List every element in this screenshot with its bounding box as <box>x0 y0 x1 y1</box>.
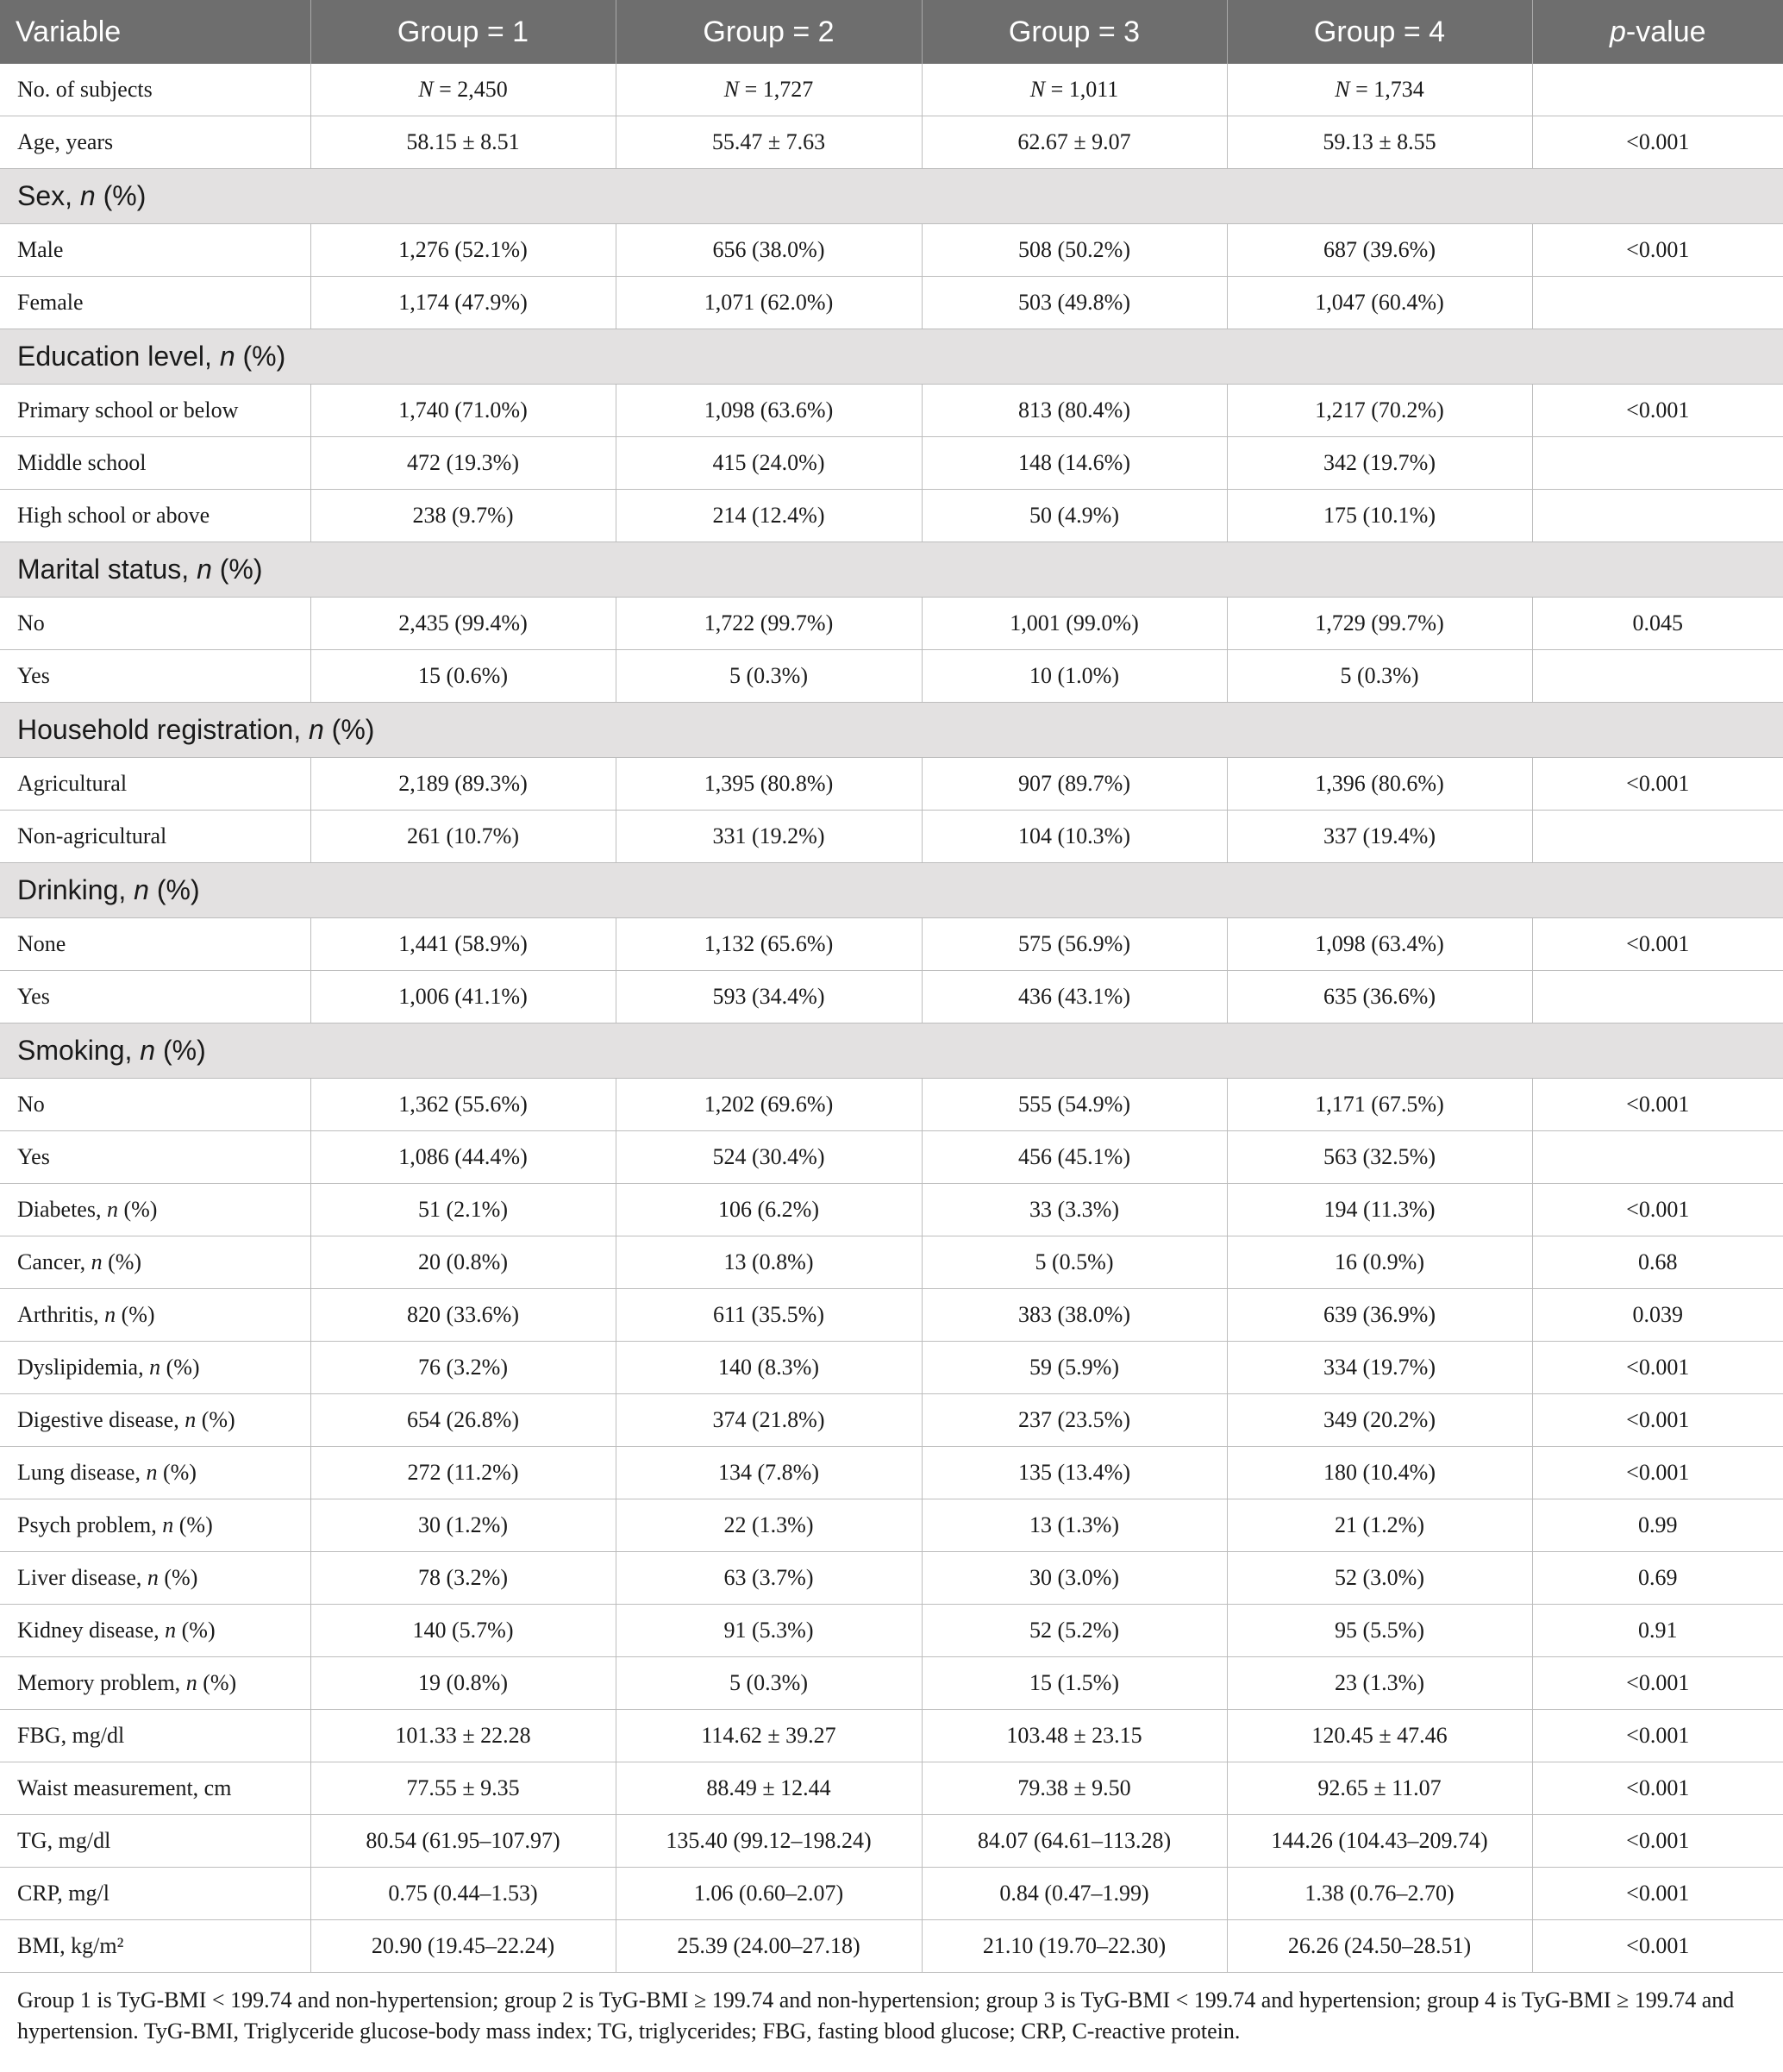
table-row <box>0 1552 1783 1605</box>
group-1-value: 1,086 (44.4%) <box>310 1131 616 1184</box>
p-value-cell <box>1532 437 1783 490</box>
p-value-cell: <0.001 <box>1532 1447 1783 1499</box>
p-value-cell: <0.001 <box>1532 116 1783 169</box>
group-3-value: 237 (23.5%) <box>922 1394 1227 1447</box>
row-label: Non-agricultural <box>0 811 310 863</box>
group-3-value: 456 (45.1%) <box>922 1131 1227 1184</box>
group-4-value: 1,098 (63.4%) <box>1227 918 1532 971</box>
group-2-value: 5 (0.3%) <box>616 650 922 703</box>
table-row <box>0 1710 1783 1762</box>
group-4-value: N = 1,734 <box>1227 64 1532 116</box>
group-2-value: 1,202 (69.6%) <box>616 1079 922 1131</box>
table-row <box>0 1447 1783 1499</box>
group-4-value: 144.26 (104.43–209.74) <box>1227 1815 1532 1868</box>
p-value-cell <box>1532 64 1783 116</box>
header-variable: Variable <box>0 0 310 64</box>
table-row <box>0 971 1783 1023</box>
section-label: Education level, n (%) <box>0 329 1783 385</box>
group-1-value: N = 2,450 <box>310 64 616 116</box>
section-label: Household registration, n (%) <box>0 703 1783 758</box>
row-label: Waist measurement, cm <box>0 1762 310 1815</box>
row-label: CRP, mg/l <box>0 1868 310 1920</box>
p-value-cell <box>1532 1131 1783 1184</box>
group-3-value: 15 (1.5%) <box>922 1657 1227 1710</box>
group-4-value: 95 (5.5%) <box>1227 1605 1532 1657</box>
group-1-value: 51 (2.1%) <box>310 1184 616 1236</box>
group-2-value: 88.49 ± 12.44 <box>616 1762 922 1815</box>
group-4-value: 1,047 (60.4%) <box>1227 277 1532 329</box>
group-3-value: N = 1,011 <box>922 64 1227 116</box>
group-1-value: 238 (9.7%) <box>310 490 616 542</box>
table-row <box>0 1342 1783 1394</box>
group-2-value: 114.62 ± 39.27 <box>616 1710 922 1762</box>
row-label: BMI, kg/m² <box>0 1920 310 1973</box>
group-1-value: 58.15 ± 8.51 <box>310 116 616 169</box>
row-label: Middle school <box>0 437 310 490</box>
group-4-value: 59.13 ± 8.55 <box>1227 116 1532 169</box>
table-body <box>0 64 1783 1973</box>
group-3-value: 59 (5.9%) <box>922 1342 1227 1394</box>
section-header-row <box>0 542 1783 598</box>
p-value-cell: <0.001 <box>1532 1657 1783 1710</box>
row-label: No <box>0 598 310 650</box>
group-1-value: 272 (11.2%) <box>310 1447 616 1499</box>
row-label: High school or above <box>0 490 310 542</box>
group-2-value: 22 (1.3%) <box>616 1499 922 1552</box>
group-4-value: 92.65 ± 11.07 <box>1227 1762 1532 1815</box>
row-label: No. of subjects <box>0 64 310 116</box>
group-3-value: 383 (38.0%) <box>922 1289 1227 1342</box>
group-2-value: 1,395 (80.8%) <box>616 758 922 811</box>
table-row <box>0 1815 1783 1868</box>
table-row <box>0 385 1783 437</box>
section-header-row <box>0 703 1783 758</box>
header-group-4: Group = 4 <box>1227 0 1532 64</box>
section-header-row <box>0 329 1783 385</box>
row-label: Digestive disease, n (%) <box>0 1394 310 1447</box>
p-value-cell: <0.001 <box>1532 758 1783 811</box>
group-2-value: 1,071 (62.0%) <box>616 277 922 329</box>
group-4-value: 342 (19.7%) <box>1227 437 1532 490</box>
group-1-value: 1,006 (41.1%) <box>310 971 616 1023</box>
row-label: Arthritis, n (%) <box>0 1289 310 1342</box>
table-row <box>0 1236 1783 1289</box>
table-row <box>0 1920 1783 1973</box>
p-value-cell <box>1532 490 1783 542</box>
group-1-value: 20.90 (19.45–22.24) <box>310 1920 616 1973</box>
p-value-cell: <0.001 <box>1532 224 1783 277</box>
row-label: Psych problem, n (%) <box>0 1499 310 1552</box>
table-row <box>0 1131 1783 1184</box>
group-4-value: 1,171 (67.5%) <box>1227 1079 1532 1131</box>
row-label: TG, mg/dl <box>0 1815 310 1868</box>
table-row <box>0 490 1783 542</box>
table-row <box>0 758 1783 811</box>
group-1-value: 140 (5.7%) <box>310 1605 616 1657</box>
group-2-value: 91 (5.3%) <box>616 1605 922 1657</box>
group-2-value: 13 (0.8%) <box>616 1236 922 1289</box>
group-3-value: 907 (89.7%) <box>922 758 1227 811</box>
p-value-cell: 0.69 <box>1532 1552 1783 1605</box>
row-label: None <box>0 918 310 971</box>
section-label: Sex, n (%) <box>0 169 1783 224</box>
group-2-value: 5 (0.3%) <box>616 1657 922 1710</box>
row-label: Dyslipidemia, n (%) <box>0 1342 310 1394</box>
group-4-value: 1,217 (70.2%) <box>1227 385 1532 437</box>
group-3-value: 436 (43.1%) <box>922 971 1227 1023</box>
row-label: Liver disease, n (%) <box>0 1552 310 1605</box>
row-label: Male <box>0 224 310 277</box>
group-2-value: 140 (8.3%) <box>616 1342 922 1394</box>
group-4-value: 563 (32.5%) <box>1227 1131 1532 1184</box>
table-row <box>0 1184 1783 1236</box>
row-label: Lung disease, n (%) <box>0 1447 310 1499</box>
group-1-value: 1,740 (71.0%) <box>310 385 616 437</box>
p-value-cell <box>1532 971 1783 1023</box>
group-1-value: 15 (0.6%) <box>310 650 616 703</box>
group-1-value: 1,174 (47.9%) <box>310 277 616 329</box>
table-row <box>0 1499 1783 1552</box>
group-3-value: 33 (3.3%) <box>922 1184 1227 1236</box>
p-value-cell: <0.001 <box>1532 1079 1783 1131</box>
table-row <box>0 1605 1783 1657</box>
group-2-value: 106 (6.2%) <box>616 1184 922 1236</box>
p-value-cell: <0.001 <box>1532 1394 1783 1447</box>
row-label: Memory problem, n (%) <box>0 1657 310 1710</box>
group-1-value: 820 (33.6%) <box>310 1289 616 1342</box>
p-value-cell: <0.001 <box>1532 1762 1783 1815</box>
group-1-value: 261 (10.7%) <box>310 811 616 863</box>
row-label: Yes <box>0 971 310 1023</box>
group-2-value: 63 (3.7%) <box>616 1552 922 1605</box>
group-3-value: 62.67 ± 9.07 <box>922 116 1227 169</box>
table-row <box>0 277 1783 329</box>
p-value-cell: <0.001 <box>1532 1184 1783 1236</box>
group-1-value: 30 (1.2%) <box>310 1499 616 1552</box>
p-value-cell: <0.001 <box>1532 1815 1783 1868</box>
group-1-value: 654 (26.8%) <box>310 1394 616 1447</box>
group-1-value: 2,435 (99.4%) <box>310 598 616 650</box>
header-group-3: Group = 3 <box>922 0 1227 64</box>
group-4-value: 21 (1.2%) <box>1227 1499 1532 1552</box>
group-4-value: 5 (0.3%) <box>1227 650 1532 703</box>
group-1-value: 101.33 ± 22.28 <box>310 1710 616 1762</box>
group-2-value: 331 (19.2%) <box>616 811 922 863</box>
group-3-value: 508 (50.2%) <box>922 224 1227 277</box>
group-3-value: 555 (54.9%) <box>922 1079 1227 1131</box>
group-1-value: 2,189 (89.3%) <box>310 758 616 811</box>
header-group-2: Group = 2 <box>616 0 922 64</box>
group-3-value: 503 (49.8%) <box>922 277 1227 329</box>
row-label: Diabetes, n (%) <box>0 1184 310 1236</box>
row-label: No <box>0 1079 310 1131</box>
group-4-value: 1,729 (99.7%) <box>1227 598 1532 650</box>
p-value-cell <box>1532 811 1783 863</box>
p-value-cell: 0.039 <box>1532 1289 1783 1342</box>
group-2-value: 1,132 (65.6%) <box>616 918 922 971</box>
group-3-value: 103.48 ± 23.15 <box>922 1710 1227 1762</box>
group-1-value: 80.54 (61.95–107.97) <box>310 1815 616 1868</box>
section-header-row <box>0 169 1783 224</box>
group-3-value: 5 (0.5%) <box>922 1236 1227 1289</box>
p-value-cell: <0.001 <box>1532 385 1783 437</box>
group-3-value: 575 (56.9%) <box>922 918 1227 971</box>
group-4-value: 334 (19.7%) <box>1227 1342 1532 1394</box>
p-value-cell <box>1532 277 1783 329</box>
group-2-value: 1.06 (0.60–2.07) <box>616 1868 922 1920</box>
group-1-value: 1,362 (55.6%) <box>310 1079 616 1131</box>
group-3-value: 21.10 (19.70–22.30) <box>922 1920 1227 1973</box>
row-label: Kidney disease, n (%) <box>0 1605 310 1657</box>
section-label: Smoking, n (%) <box>0 1023 1783 1079</box>
p-value-cell: <0.001 <box>1532 1710 1783 1762</box>
table-row <box>0 811 1783 863</box>
table-row <box>0 224 1783 277</box>
group-3-value: 13 (1.3%) <box>922 1499 1227 1552</box>
group-4-value: 26.26 (24.50–28.51) <box>1227 1920 1532 1973</box>
group-1-value: 0.75 (0.44–1.53) <box>310 1868 616 1920</box>
p-value-cell: <0.001 <box>1532 1920 1783 1973</box>
group-3-value: 10 (1.0%) <box>922 650 1227 703</box>
group-2-value: 656 (38.0%) <box>616 224 922 277</box>
table-row <box>0 1657 1783 1710</box>
table-footnote: Group 1 is TyG-BMI < 199.74 and non-hypertension; group 2 is TyG-BMI ≥ 199.74 and non-hypertension; group 3 is TyG-BMI < 199.74 and hypertension; group 4 is TyG-BMI ≥ 199.74 and hypertension. TyG-BMI, Triglyceride glucose-body mass index; TG, triglycerides; FBG, fasting blood glucose; CRP, C-reactive protein. <box>17 1987 1735 2044</box>
p-value-cell: <0.001 <box>1532 918 1783 971</box>
table-row <box>0 437 1783 490</box>
p-value-cell: 0.045 <box>1532 598 1783 650</box>
group-2-value: 134 (7.8%) <box>616 1447 922 1499</box>
group-1-value: 19 (0.8%) <box>310 1657 616 1710</box>
group-2-value: 135.40 (99.12–198.24) <box>616 1815 922 1868</box>
table-row <box>0 1394 1783 1447</box>
group-4-value: 349 (20.2%) <box>1227 1394 1532 1447</box>
group-3-value: 104 (10.3%) <box>922 811 1227 863</box>
group-2-value: 1,098 (63.6%) <box>616 385 922 437</box>
table-row <box>0 1289 1783 1342</box>
group-1-value: 77.55 ± 9.35 <box>310 1762 616 1815</box>
section-header-row <box>0 863 1783 918</box>
p-value-cell <box>1532 650 1783 703</box>
row-label: Age, years <box>0 116 310 169</box>
group-3-value: 148 (14.6%) <box>922 437 1227 490</box>
group-3-value: 79.38 ± 9.50 <box>922 1762 1227 1815</box>
table-row <box>0 650 1783 703</box>
p-value-cell: 0.91 <box>1532 1605 1783 1657</box>
group-4-value: 1,396 (80.6%) <box>1227 758 1532 811</box>
group-2-value: 415 (24.0%) <box>616 437 922 490</box>
group-3-value: 0.84 (0.47–1.99) <box>922 1868 1227 1920</box>
group-2-value: N = 1,727 <box>616 64 922 116</box>
group-1-value: 1,276 (52.1%) <box>310 224 616 277</box>
group-3-value: 135 (13.4%) <box>922 1447 1227 1499</box>
group-3-value: 84.07 (64.61–113.28) <box>922 1815 1227 1868</box>
group-3-value: 30 (3.0%) <box>922 1552 1227 1605</box>
row-label: Yes <box>0 1131 310 1184</box>
row-label: FBG, mg/dl <box>0 1710 310 1762</box>
group-2-value: 593 (34.4%) <box>616 971 922 1023</box>
row-label: Female <box>0 277 310 329</box>
section-label: Marital status, n (%) <box>0 542 1783 598</box>
p-value-cell: 0.68 <box>1532 1236 1783 1289</box>
group-4-value: 23 (1.3%) <box>1227 1657 1532 1710</box>
table-row <box>0 918 1783 971</box>
table-header-row <box>0 0 1783 64</box>
group-4-value: 635 (36.6%) <box>1227 971 1532 1023</box>
row-label: Cancer, n (%) <box>0 1236 310 1289</box>
p-value-cell: <0.001 <box>1532 1342 1783 1394</box>
row-label: Primary school or below <box>0 385 310 437</box>
group-4-value: 175 (10.1%) <box>1227 490 1532 542</box>
table-row <box>0 1868 1783 1920</box>
group-3-value: 1,001 (99.0%) <box>922 598 1227 650</box>
table-row <box>0 1762 1783 1815</box>
group-3-value: 813 (80.4%) <box>922 385 1227 437</box>
section-label: Drinking, n (%) <box>0 863 1783 918</box>
header-p-value: p-value <box>1532 0 1783 64</box>
table-row <box>0 598 1783 650</box>
group-2-value: 374 (21.8%) <box>616 1394 922 1447</box>
group-2-value: 25.39 (24.00–27.18) <box>616 1920 922 1973</box>
row-label: Agricultural <box>0 758 310 811</box>
group-1-value: 20 (0.8%) <box>310 1236 616 1289</box>
p-value-cell: 0.99 <box>1532 1499 1783 1552</box>
group-4-value: 639 (36.9%) <box>1227 1289 1532 1342</box>
group-4-value: 337 (19.4%) <box>1227 811 1532 863</box>
table-row <box>0 1079 1783 1131</box>
group-4-value: 52 (3.0%) <box>1227 1552 1532 1605</box>
group-1-value: 78 (3.2%) <box>310 1552 616 1605</box>
group-4-value: 16 (0.9%) <box>1227 1236 1532 1289</box>
group-3-value: 50 (4.9%) <box>922 490 1227 542</box>
group-4-value: 120.45 ± 47.46 <box>1227 1710 1532 1762</box>
p-value-cell: <0.001 <box>1532 1868 1783 1920</box>
group-1-value: 76 (3.2%) <box>310 1342 616 1394</box>
group-2-value: 55.47 ± 7.63 <box>616 116 922 169</box>
group-2-value: 214 (12.4%) <box>616 490 922 542</box>
header-group-1: Group = 1 <box>310 0 616 64</box>
group-1-value: 1,441 (58.9%) <box>310 918 616 971</box>
row-label: Yes <box>0 650 310 703</box>
group-3-value: 52 (5.2%) <box>922 1605 1227 1657</box>
group-4-value: 180 (10.4%) <box>1227 1447 1532 1499</box>
group-2-value: 524 (30.4%) <box>616 1131 922 1184</box>
group-4-value: 194 (11.3%) <box>1227 1184 1532 1236</box>
group-4-value: 1.38 (0.76–2.70) <box>1227 1868 1532 1920</box>
group-4-value: 687 (39.6%) <box>1227 224 1532 277</box>
group-2-value: 1,722 (99.7%) <box>616 598 922 650</box>
table-row <box>0 64 1783 116</box>
section-header-row <box>0 1023 1783 1079</box>
group-1-value: 472 (19.3%) <box>310 437 616 490</box>
table-row <box>0 116 1783 169</box>
group-2-value: 611 (35.5%) <box>616 1289 922 1342</box>
